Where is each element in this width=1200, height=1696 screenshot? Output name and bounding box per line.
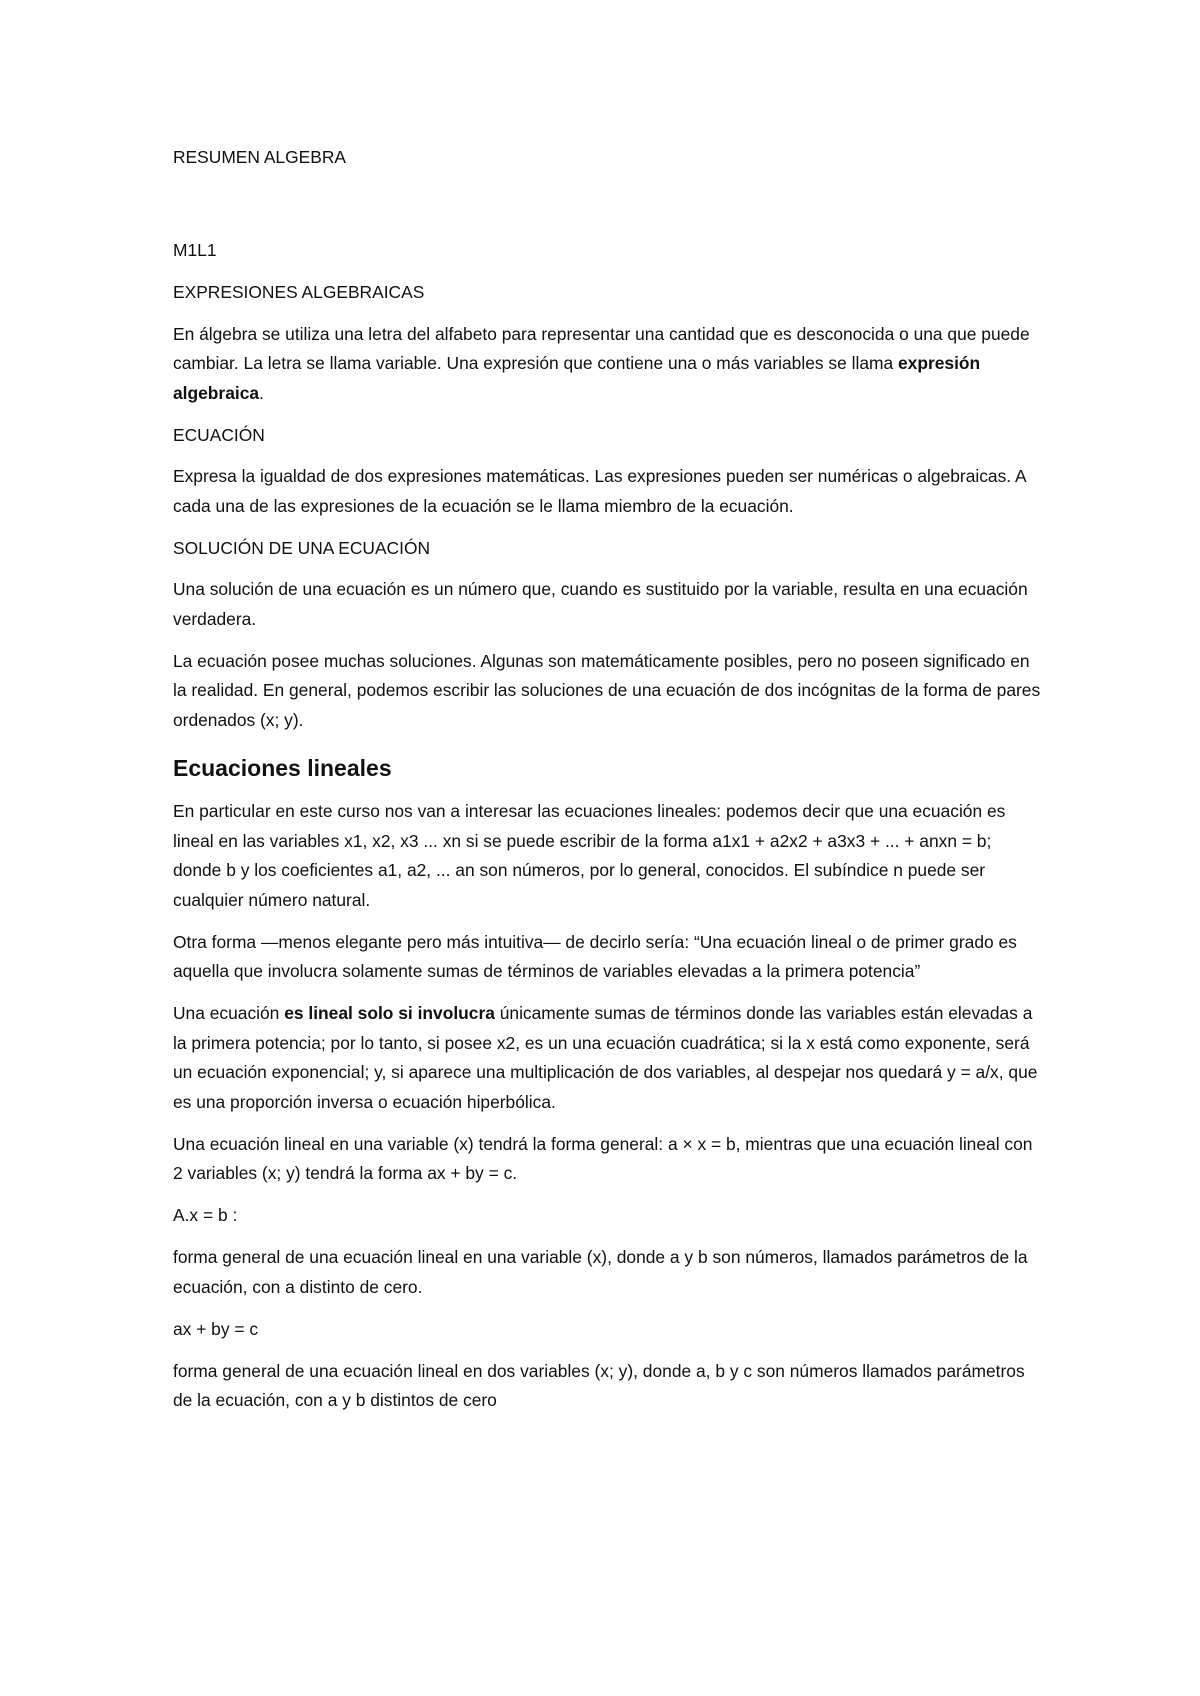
document-title: RESUMEN ALGEBRA: [173, 147, 346, 167]
section-heading-expresiones: EXPRESIONES ALGEBRAICAS: [173, 282, 425, 302]
paragraph-text: Una ecuación: [173, 1003, 285, 1023]
module-code: M1L1: [173, 240, 217, 260]
paragraph-expresiones: [173, 320, 1043, 409]
paragraph-ecuacion: Expresa la igualdad de dos expresiones matemáticas. Las expresiones pueden ser numéricas o algebraicas. A cada una de las expresiones de la ecuación se le llama miembro de la ecuación.: [173, 466, 1026, 516]
paragraph-una-variable: forma general de una ecuación lineal en una variable (x), donde a y b son números, llamados parámetros de la ecuación, con a distinto de cero.: [173, 1247, 1028, 1297]
paragraph-text: únicamente sumas de términos donde las variables están elevadas a la primera potencia; por lo tanto, si posee x2, es un una ecuación cuadrática; si la x está como exponente, será un ecuación exponencial; y, si aparece una multiplicación de dos variables, al despejar nos quedará y = a/x, que es una proporción inversa o ecuación hiperbólica.: [173, 1003, 1038, 1112]
paragraph-soluciones: La ecuación posee muchas soluciones. Algunas son matemáticamente posibles, pero no poseen significado en la realidad. En general, podemos escribir las soluciones de una ecuación de dos incógnitas de la forma de pares ordenados (x; y).: [173, 650, 1041, 730]
paragraph-otra-forma: Otra forma —menos elegante pero más intuitiva— de decirlo sería: “Una ecuación lineal o de primer grado es aquella que involucra solamente sumas de términos de variables elevadas a la primera potencia”: [173, 931, 1017, 981]
paragraph-text: En álgebra se utiliza una letra del alfabeto para representar una cantidad que es desconocida o una que puede cambiar. La letra se llama variable. Una expresión que contiene una o más variables se llama: [173, 323, 1030, 373]
document-body: [173, 236, 1043, 1428]
paragraph-text: .: [259, 382, 264, 403]
section-heading-lineales: Ecuaciones lineales: [173, 755, 392, 781]
section-heading-solucion: SOLUCIÓN DE UNA ECUACIÓN: [173, 537, 431, 558]
paragraph-forma-general: Una ecuación lineal en una variable (x) tendrá la forma general: a × x = b, mientras que una ecuación lineal con 2 variables (x; y) tendrá la forma ax + by = c.: [173, 1133, 1033, 1183]
paragraph-lineales: En particular en este curso nos van a interesar las ecuaciones lineales: podemos decir que una ecuación es lineal en las variables x1, x2, x3 ... xn si se puede escribir de la forma a1x1 + a2x2 + a3x3 + ... + anxn = b; donde b y los coeficientes a1, a2, ... an son números, por lo general, conocidos. El subíndice n puede ser cualquier número natural.: [173, 801, 1006, 910]
section-heading-ecuacion: ECUACIÓN: [173, 424, 265, 445]
formula-dos-variables: ax + by = c: [173, 1318, 259, 1339]
paragraph-dos-variables: forma general de una ecuación lineal en dos variables (x; y), donde a, b y c son números llamados parámetros de la ecuación, con a y b distintos de cero: [173, 1360, 1025, 1410]
bold-term: es lineal solo si involucra: [284, 1003, 495, 1023]
formula-una-variable: A.x = b :: [173, 1205, 238, 1225]
paragraph-solucion: Una solución de una ecuación es un número que, cuando es sustituido por la variable, resulta en una ecuación verdadera.: [173, 579, 1028, 629]
bold-term: expresión algebraica: [173, 353, 981, 403]
paragraph-es-lineal: [173, 999, 1043, 1117]
